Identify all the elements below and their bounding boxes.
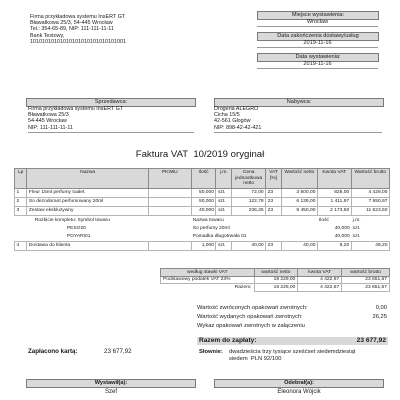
seller-line: Firma przykładowa systemu InsERT GT [28, 106, 124, 112]
col-vat-amount: Kwota VAT [317, 169, 351, 189]
words-line2: siedem PLN 92/100 [229, 356, 282, 362]
buyer-line: Drogeria ALEGRO [214, 106, 259, 112]
seller-details [28, 106, 194, 133]
seller-header-line: Bławatkowa 25/3, 54-445 Wrocław [30, 20, 113, 27]
table-row [15, 188, 390, 197]
issue-place-value: Wrocław [257, 19, 378, 27]
breakdown-name: So perfumy 20ml [192, 225, 230, 231]
table-row [15, 197, 390, 206]
cell-lp: 4 [15, 241, 27, 250]
cell-gross: 7 550,97 [351, 197, 389, 206]
vat-summary-table [160, 268, 390, 292]
col-pkwiu: PKWiU [148, 169, 191, 189]
delivery-date-value: 2019-11-16 [257, 40, 378, 48]
cell-net: 40,00 [281, 241, 317, 250]
seller-header-line: Bank Testowy, [30, 32, 65, 39]
issue-date-label: Data wystawienia: [257, 53, 379, 62]
issue-place-label: Miejsce wystawienia: [257, 11, 379, 20]
breakdown-symbol-header: Rozbicie kompletu: Symbol towaru [34, 217, 110, 223]
cell-vat: 23 [266, 241, 282, 250]
cell-vat-amount: 1 411,97 [317, 197, 351, 206]
cell-lp: 3 [15, 207, 27, 216]
cell-pkwiu [148, 207, 191, 216]
breakdown-unit: szt. [352, 234, 361, 240]
cell-pkwiu [148, 188, 191, 197]
cell-vat: 23 [266, 207, 282, 216]
seller-header-line: 10101010101010101010101010101001 [30, 38, 126, 45]
cell-vat-amount: 2 173,50 [317, 207, 351, 216]
cell-lp: 1 [15, 188, 27, 197]
breakdown-row [15, 225, 390, 233]
col-lp: Lp [15, 169, 27, 189]
buyer-label: Nabywca: [214, 98, 384, 107]
vat-gross-header: wartość brutto [342, 269, 390, 277]
packaging-issued-value: 26,25 [372, 314, 387, 320]
packaging-note: Wykaz opakowań zwrotnych w załączeniu [197, 323, 305, 329]
words-label: Słownie: [199, 349, 223, 355]
to-pay-value: 23 677,92 [356, 337, 386, 344]
buyer-line: NIP: 898-42-42-421 [214, 124, 262, 131]
seller-line: Bławatkowa 25/3 [28, 112, 69, 119]
buyer-line: 42-561 Głogów [214, 118, 251, 125]
invoice-title: Faktura VAT 10/2019 oryginał [135, 149, 265, 160]
breakdown-qty: 40,000 [334, 225, 350, 231]
cell-gross: 49,20 [351, 241, 389, 250]
issued-by-name: Szef [104, 389, 117, 395]
cell-qty: 40,000 [191, 207, 216, 216]
cell-name: Zestaw ekskluzywny [27, 207, 149, 216]
to-pay-label: Razem do zapłaty: [199, 337, 257, 344]
cell-unit: szt. [216, 188, 232, 197]
cell-vat-amount: 828,00 [317, 188, 351, 197]
buyer-details [214, 106, 382, 133]
cell-vat: 23 [266, 197, 282, 206]
vat-net-header: wartość netto [254, 269, 298, 277]
paid-label: Zapłacono kartą: [28, 348, 78, 355]
col-unit: j.m. [216, 169, 232, 189]
cell-gross: 11 623,50 [351, 207, 389, 216]
breakdown-name: Pomadka długotrwała 01 [192, 234, 247, 240]
vat-amount-header: kwota VAT [298, 269, 342, 277]
seller-header-line: Tel.: 354-65-89, NIP: 111-111-11-11 [30, 26, 114, 33]
breakdown-qty-header: Ilość [318, 217, 329, 223]
vat-rate: Podstawowy podatek VAT 23% [161, 276, 255, 284]
vat-total-net: 19 229,00 [254, 284, 298, 292]
cell-price: 72,00 [232, 188, 266, 197]
packaging-returned-value: 0,00 [375, 305, 387, 311]
col-name: Nazwa [27, 169, 149, 189]
cell-lp: 2 [15, 197, 27, 206]
issue-date-value: 2019-11-16 [257, 61, 378, 69]
vat-total-row [161, 284, 390, 292]
breakdown-unit: szt. [352, 225, 361, 231]
table-row [15, 207, 390, 216]
cell-unit: szt. [216, 197, 232, 206]
seller-label: Sprzedawca: [26, 98, 196, 107]
cell-price: 40,00 [232, 241, 266, 250]
delivery-date-label: Data zakończenia dostawy/usług [257, 32, 379, 41]
breakdown-row [15, 233, 390, 242]
cell-qty: 50,000 [191, 188, 216, 197]
cell-name: Dostawa do klienta [27, 241, 149, 250]
breakdown-unit-header: j.m. [352, 217, 361, 223]
seller-header [30, 14, 126, 45]
paid-value: 23 677,92 [104, 348, 132, 355]
col-qty: Ilość [191, 169, 216, 189]
vat-row [161, 276, 390, 284]
vat-total-gross: 23 651,67 [342, 284, 390, 292]
cell-net: 3 600,00 [281, 188, 317, 197]
cell-qty: 50,000 [191, 197, 216, 206]
packaging-returned-label: Wartość zwróconych opakowań zwrotnych: [197, 305, 308, 311]
cell-net: 9 450,00 [281, 207, 317, 216]
col-vat: VAT [%] [266, 169, 282, 189]
col-net: Wartość netto [281, 169, 317, 189]
packaging-returned [197, 304, 387, 312]
vat-total-amount: 4 422,67 [298, 284, 342, 292]
cell-unit: szt. [216, 207, 232, 216]
vat-amount: 4 422,67 [298, 276, 342, 284]
table-row [15, 241, 390, 250]
cell-pkwiu [148, 197, 191, 206]
cell-unit: szt. [216, 241, 232, 250]
issued-by-label: Wystawił(a): [26, 379, 196, 388]
vat-net: 19 229,00 [254, 276, 298, 284]
items-table [14, 168, 390, 251]
breakdown-symbol: POYARI01 [66, 234, 91, 240]
breakdown-qty: 40,000 [334, 234, 350, 240]
to-pay-box [197, 337, 388, 345]
packaging-issued [197, 313, 387, 321]
vat-total-label: Razem: [234, 284, 252, 290]
items-header-row [15, 169, 390, 189]
cell-gross: 4 428,00 [351, 188, 389, 197]
cell-price: 122,78 [232, 197, 266, 206]
cell-name: Fleur 15ml perfumy toalet. [27, 188, 149, 197]
breakdown-header-row [15, 216, 390, 225]
vat-header-row [161, 269, 390, 277]
received-by-label: Odebrał(a): [214, 379, 384, 388]
packaging-issued-label: Wartość wydanych opakowań zwrotnych: [197, 314, 303, 320]
vat-gross: 23 651,67 [342, 276, 390, 284]
col-gross: Wartość brutto [351, 169, 389, 189]
cell-pkwiu [148, 241, 191, 250]
cell-vat: 23 [266, 188, 282, 197]
cell-price: 236,25 [232, 207, 266, 216]
seller-header-line: Firma przykładowa systemu InsERT GT [30, 14, 126, 20]
received-by-name: Eleonora Wójcik [277, 389, 321, 395]
col-price: Cena jednostkowa netto [232, 169, 266, 189]
cell-vat-amount: 9,20 [317, 241, 351, 250]
seller-line: NIP: 111-111-11-11 [28, 124, 73, 131]
seller-line: 54-445 Wrocław [28, 118, 67, 125]
breakdown-symbol: PESO20 [66, 225, 86, 231]
vat-rate-header: według stawki VAT [161, 269, 255, 277]
breakdown-name-header: Nazwa towaru [192, 217, 224, 223]
words-line1: dwadzieścia trzy tysiące sześćset siedemdziesiąt [229, 349, 356, 355]
buyer-line: Cicha 15/5 [214, 112, 240, 119]
cell-net: 6 139,00 [281, 197, 317, 206]
cell-qty: 1,000 [191, 241, 216, 250]
cell-name: So dezodorant perfumowany 20ml [27, 197, 149, 206]
